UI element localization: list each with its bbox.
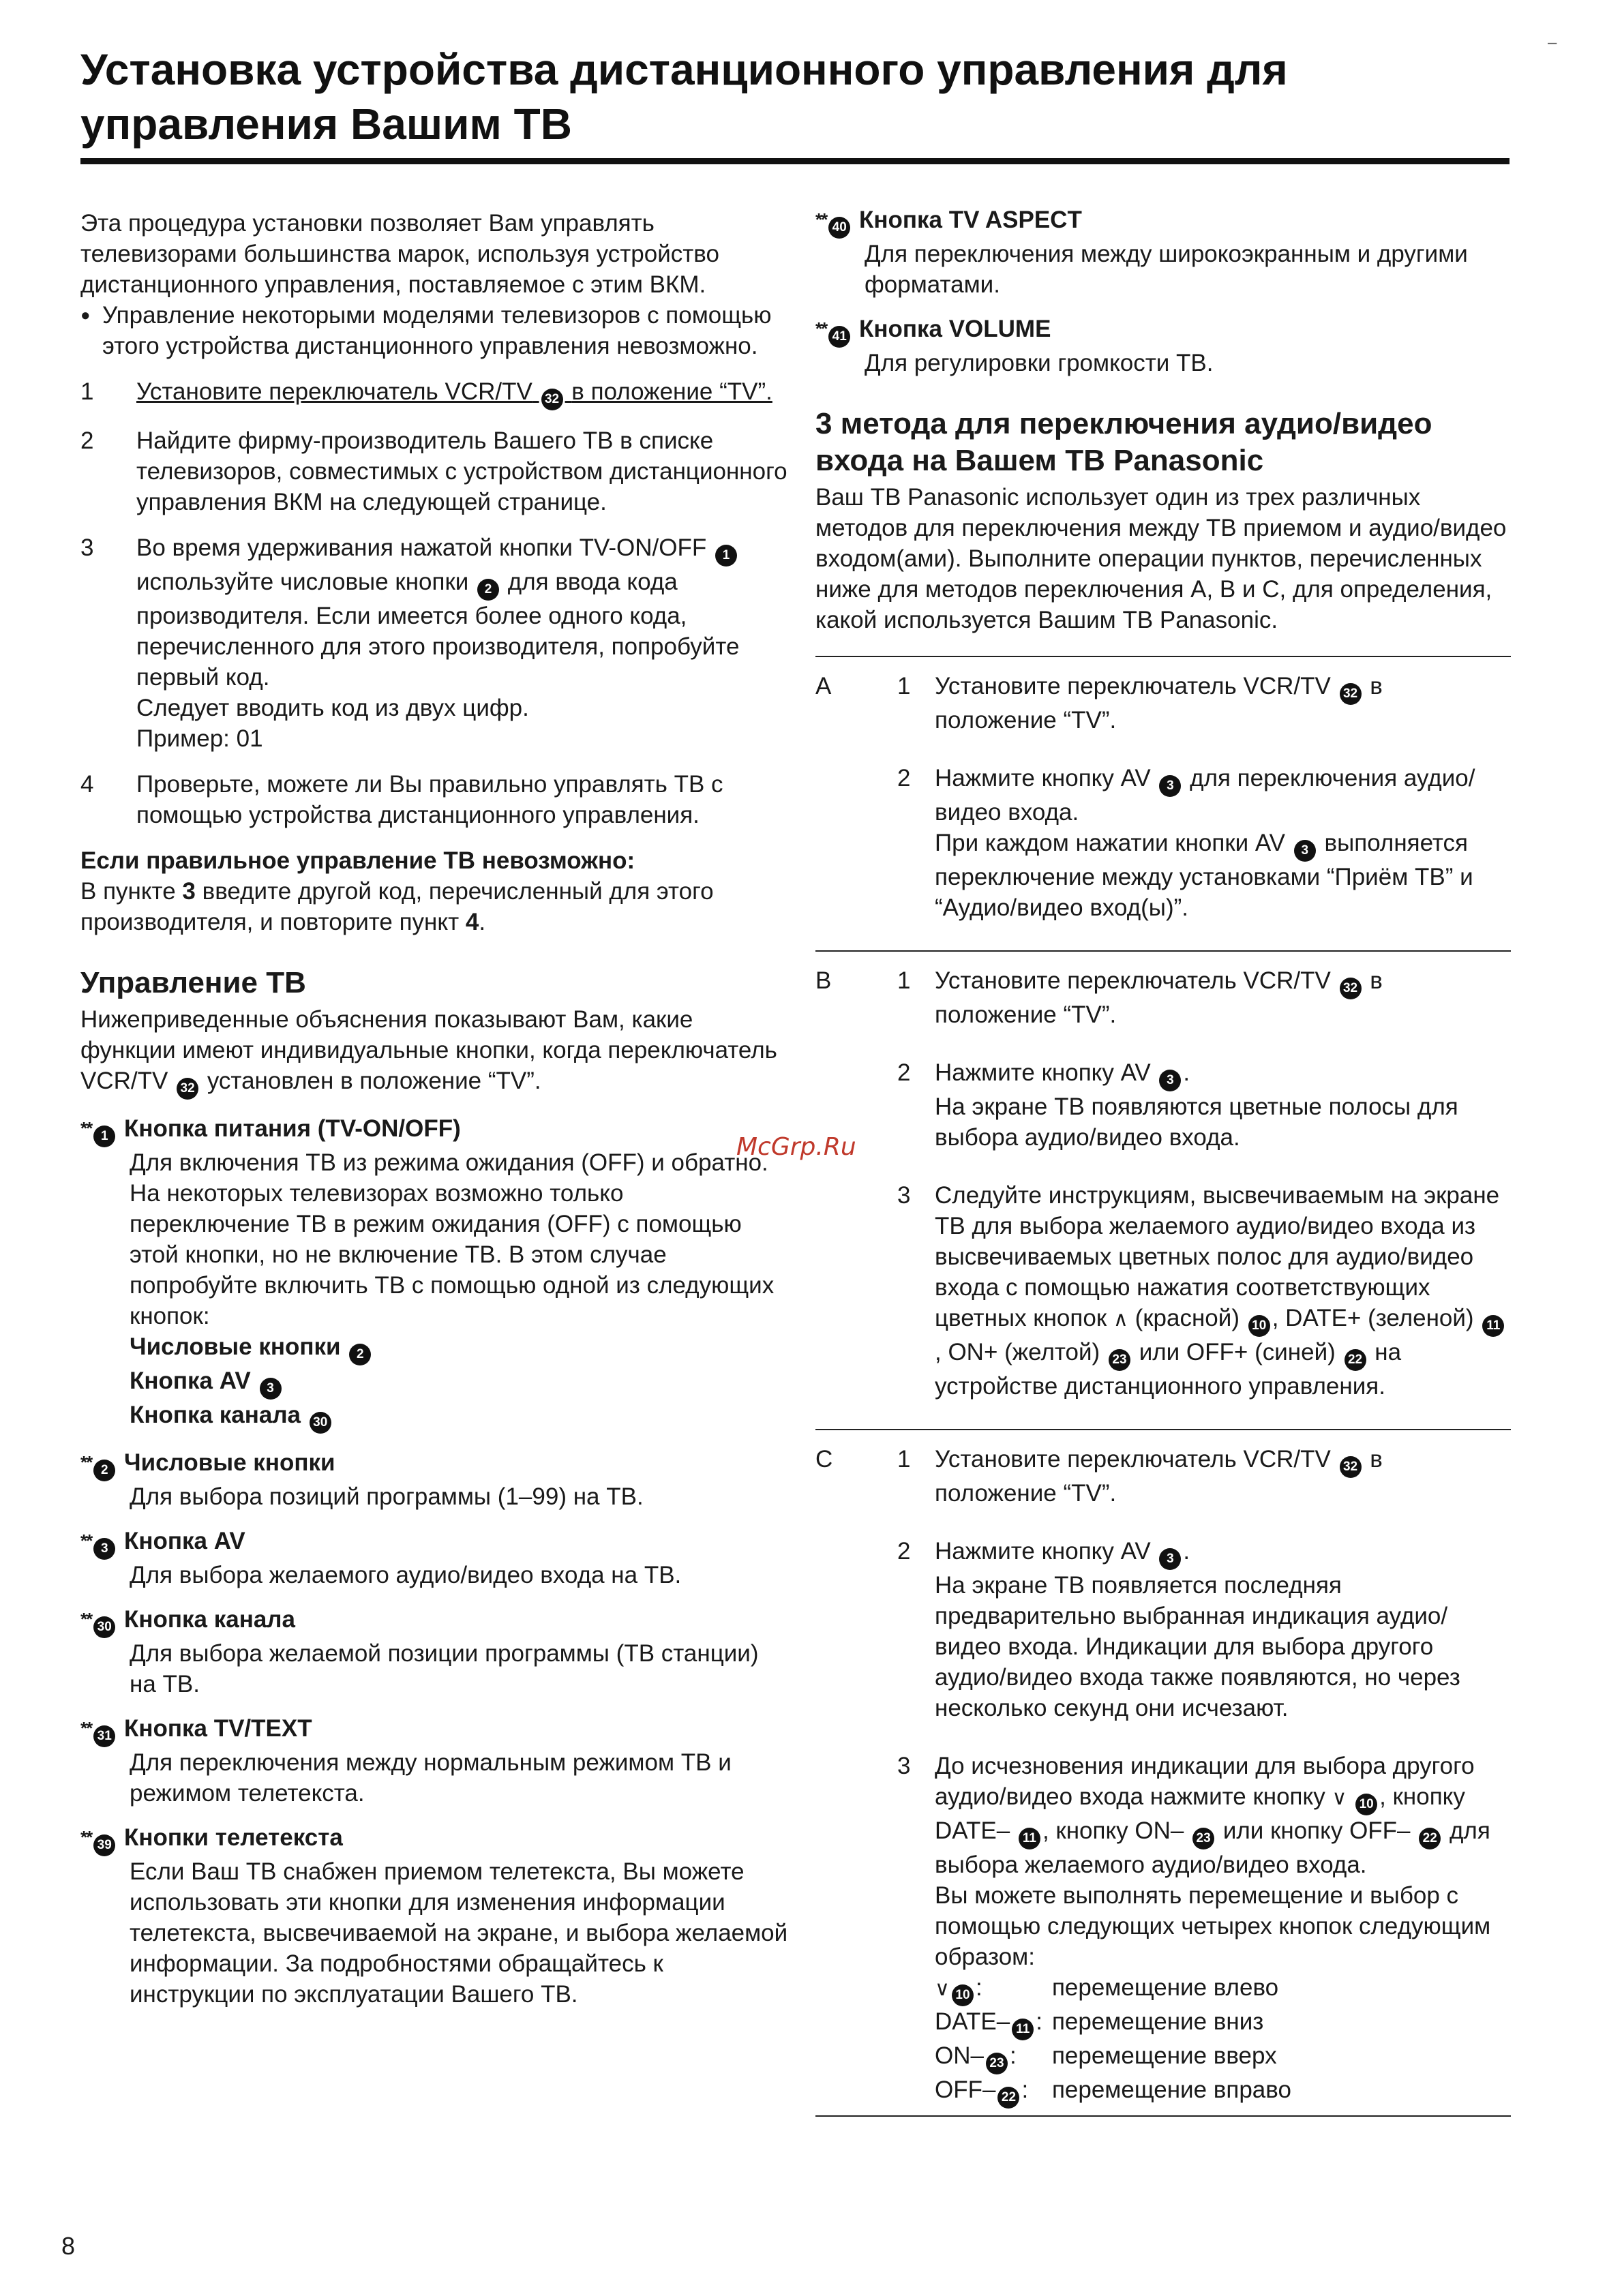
badge-icon: 2	[477, 579, 499, 601]
badge-icon: 3	[93, 1538, 115, 1560]
methods-heading: 3 метода для переключения аудио/видео входа на Вашем ТВ Panasonic	[815, 407, 1432, 477]
step-3: 3 Во время удерживания нажатой кнопки TV-ON/OFF 1 используйте числовые кнопки 2 для ввода кода производителя. Если имеется более одного кода, перечисленного для этого производителя, попробуйте первый код. Следует вводить код из двух цифр. Пример: 01	[80, 532, 790, 754]
badge-icon: 32	[1340, 683, 1362, 705]
badge-icon: 2	[349, 1344, 371, 1365]
badge-icon: 23	[1192, 1828, 1214, 1849]
move-row: ∨ 10 : перемещение влево	[935, 1972, 1301, 2006]
step-4	[80, 769, 790, 830]
function-tv-aspect: ** 40 Кнопка TV ASPECT Для переключения между широкоэкранным и другими форматами.	[815, 207, 1468, 298]
method-step: 1 Установите переключатель VCR/TV 32 в положение “TV”.	[897, 673, 1383, 734]
intro-paragraph: Эта процедура установки позволяет Вам управлять телевизорами большинства марок, используя устройство дистанционного управления, поставляемое с этим ВКМ.	[80, 210, 719, 298]
method-step: 3 Следуйте инструкциям, высвечиваемым на экране ТВ для выбора желаемого аудио/видео входа из высвечиваемых цветных полос для аудио/видео входа с помощью нажатия соответствующих цветных кнопок ∧ (красной) 10 , DATE+ (зеленой) 11, ON+ (желтой) 23 или OFF+ (синей) 22 на устройстве дистанционного управления.	[815, 1180, 1511, 1402]
badge-icon: 3	[1159, 775, 1181, 797]
move-row: OFF– 22 : перемещение вправо	[935, 2074, 1301, 2109]
step-number: 1	[80, 378, 94, 405]
badge-icon: 1	[715, 545, 737, 567]
right-column	[815, 205, 1511, 2117]
corner-mark: –	[1548, 33, 1557, 52]
function-power: ** 1 Кнопка питания (TV-ON/OFF) Для включения ТВ из режима ожидания (OFF) и обратно. На некоторых телевизорах возможно только переключение ТВ в режим ожидания (OFF) с помощью этой кнопки, но не включение ТВ. В этом случае попробуйте включить ТВ с помощью одной из следующих кнопок: Числовые кнопки 2 Кнопка AV 3 Кнопка канала 30	[80, 1113, 790, 1434]
function-teletext: ** 39 Кнопки телетекста Если Ваш ТВ снабжен приемом телетекста, Вы можете использовать эти кнопки для изменения информации телетекста, высвечиваемой на экране, и выбора желаемой информации. За подробностями обращайтесь к инструкции по эксплуатации Вашего ТВ.	[80, 1824, 788, 2008]
badge-icon: 32	[541, 389, 563, 410]
badge-icon: 22	[1419, 1828, 1441, 1849]
method-step: 3 До исчезновения индикации для выбора другого аудио/видео входа нажмите кнопку ∨ 10 , кнопку DATE– 11 , кнопку ON– 23 или кнопку OFF– 22 для выбора желаемого аудио/видео входа. Вы можете выполнять перемещение и выбор с помощью следующих четырех кнопок следующим образом: ∨ 10 : перемещение влево DATE– 11 : перемещение вниз ON– 23 : перемещение вверх OFF– 22 : перемещение вправо	[815, 1751, 1511, 2109]
step-3-example: Пример: 01	[136, 725, 263, 752]
method-letter: C	[815, 1446, 833, 1472]
watermark: McGrp.Ru	[736, 1133, 856, 1161]
step-3-extra: Следует вводить код из двух цифр.	[136, 695, 529, 721]
function-channel: ** 30 Кнопка канала Для выбора желаемой позиции программы (ТВ станции) на ТВ.	[80, 1606, 759, 1697]
bottom-rule	[815, 2115, 1511, 2117]
method-step: 2 Нажмите кнопку AV 3 для переключения аудио/видео входа. При каждом нажатии кнопки AV 3 выполняется переключение между установками “Приём ТВ” и “Аудио/видео вход(ы)”.	[897, 765, 1475, 921]
badge-icon: 39	[93, 1834, 115, 1856]
badge-icon: 11	[1012, 2019, 1034, 2040]
tv-control-heading: Управление ТВ	[80, 966, 306, 999]
badge-icon: 22	[1345, 1349, 1366, 1371]
method-b	[815, 950, 1511, 1402]
move-row: ON– 23 : перемещение вверх	[935, 2040, 1301, 2074]
badge-icon: 32	[177, 1078, 198, 1100]
badge-icon: 32	[1340, 1456, 1362, 1478]
badge-icon: 10	[1355, 1794, 1377, 1815]
badge-icon: 11	[1482, 1315, 1504, 1337]
function-av: ** 3 Кнопка AV Для выбора желаемого аудио/видео входа на ТВ.	[80, 1528, 682, 1588]
page-title: Установка устройства дистанционного управления для управления Вашим ТВ	[80, 45, 1288, 149]
badge-icon: 10	[1248, 1315, 1270, 1337]
step-4-text: Проверьте, можете ли Вы правильно управлять ТВ с помощью устройства дистанционного управления.	[136, 771, 723, 828]
method-c	[815, 1429, 1511, 2109]
caret-down-icon: ∨	[1332, 1787, 1347, 1809]
badge-icon: 2	[93, 1460, 115, 1481]
caret-down-icon: ∨	[935, 1978, 950, 2000]
badge-icon: 1	[93, 1126, 115, 1147]
function-number-keys: ** 2 Числовые кнопки Для выбора позиций программы (1–99) на ТВ.	[80, 1449, 644, 1510]
move-table	[935, 1972, 1301, 2109]
step-2	[80, 425, 790, 517]
step-1-text: Установите переключатель VCR/TV 32 в положение “TV”.	[136, 378, 772, 405]
note-body: В пункте 3 введите другой код, перечисленный для этого производителя, и повторите пункт 4.	[80, 878, 714, 935]
method-step: 1 Установите переключатель VCR/TV 32 в положение “TV”.	[897, 967, 1383, 1028]
methods-intro: Ваш ТВ Panasonic использует один из трех различных методов для переключения между ТВ приемом и аудио/видео входом(ами). Выполните операции пунктов, перечисленных ниже для методов переключения A, B и C, для определения, какой используется Вашим ТВ Panasonic.	[815, 484, 1507, 633]
method-a	[815, 656, 1511, 923]
badge-icon: 23	[1109, 1349, 1130, 1371]
step-number: 2	[80, 427, 94, 454]
badge-icon: 40	[828, 217, 850, 239]
badge-icon: 23	[986, 2053, 1008, 2074]
method-step: 1 Установите переключатель VCR/TV 32 в положение “TV”.	[897, 1446, 1383, 1507]
method-letter: B	[815, 967, 832, 994]
badge-icon: 3	[260, 1378, 282, 1400]
page-number: 8	[61, 2232, 76, 2260]
method-step: 2 Нажмите кнопку AV 3 . На экране ТВ появляются цветные полосы для выбора аудио/видео входа.	[897, 1059, 1458, 1151]
method-step: 2 Нажмите кнопку AV 3 . На экране ТВ появляется последняя предварительно выбранная индикация аудио/видео входа. Индикации для выбора другого аудио/видео входа также появляются, но через несколько секунд они исчезают.	[897, 1538, 1460, 1721]
badge-icon: 3	[1294, 840, 1316, 862]
badge-icon: 10	[952, 1984, 974, 2006]
badge-icon: 3	[1159, 1070, 1181, 1091]
function-tv-text: ** 31 Кнопка TV/TEXT Для переключения между нормальным режимом ТВ и режимом телетекста.	[80, 1715, 732, 1807]
title-rule	[80, 158, 1510, 164]
step-2-text: Найдите фирму-производитель Вашего ТВ в списке телевизоров, совместимых с устройством дистанционного управления ВКМ на следующей странице.	[136, 427, 787, 515]
left-column	[80, 208, 790, 2010]
badge-icon: 30	[93, 1616, 115, 1638]
tv-control-intro: Нижеприведенные объяснения показывают Вам, какие функции имеют индивидуальные кнопки, когда переключатель VCR/TV 32 установлен в положение “TV”.	[80, 1004, 790, 1100]
badge-icon: 22	[997, 2087, 1019, 2109]
badge-icon: 41	[828, 326, 850, 348]
badge-icon: 32	[1340, 978, 1362, 999]
step-number: 4	[80, 771, 94, 798]
badge-icon: 30	[310, 1412, 331, 1434]
move-row: DATE– 11 : перемещение вниз	[935, 2006, 1301, 2040]
note-heading: Если правильное управление ТВ невозможно:	[80, 847, 635, 874]
function-volume: ** 41 Кнопка VOLUME Для регулировки громкости ТВ.	[815, 316, 1214, 376]
badge-icon: 31	[93, 1725, 115, 1747]
badge-icon: 3	[1159, 1548, 1181, 1570]
intro-bullet: ● Управление некоторыми моделями телевизоров с помощью этого устройства дистанционного управления невозможно.	[80, 300, 790, 361]
caret-up-icon: ∧	[1113, 1308, 1128, 1331]
step-number: 3	[80, 534, 94, 561]
badge-icon: 11	[1019, 1828, 1040, 1849]
method-letter: A	[815, 673, 832, 699]
step-1	[80, 376, 790, 410]
